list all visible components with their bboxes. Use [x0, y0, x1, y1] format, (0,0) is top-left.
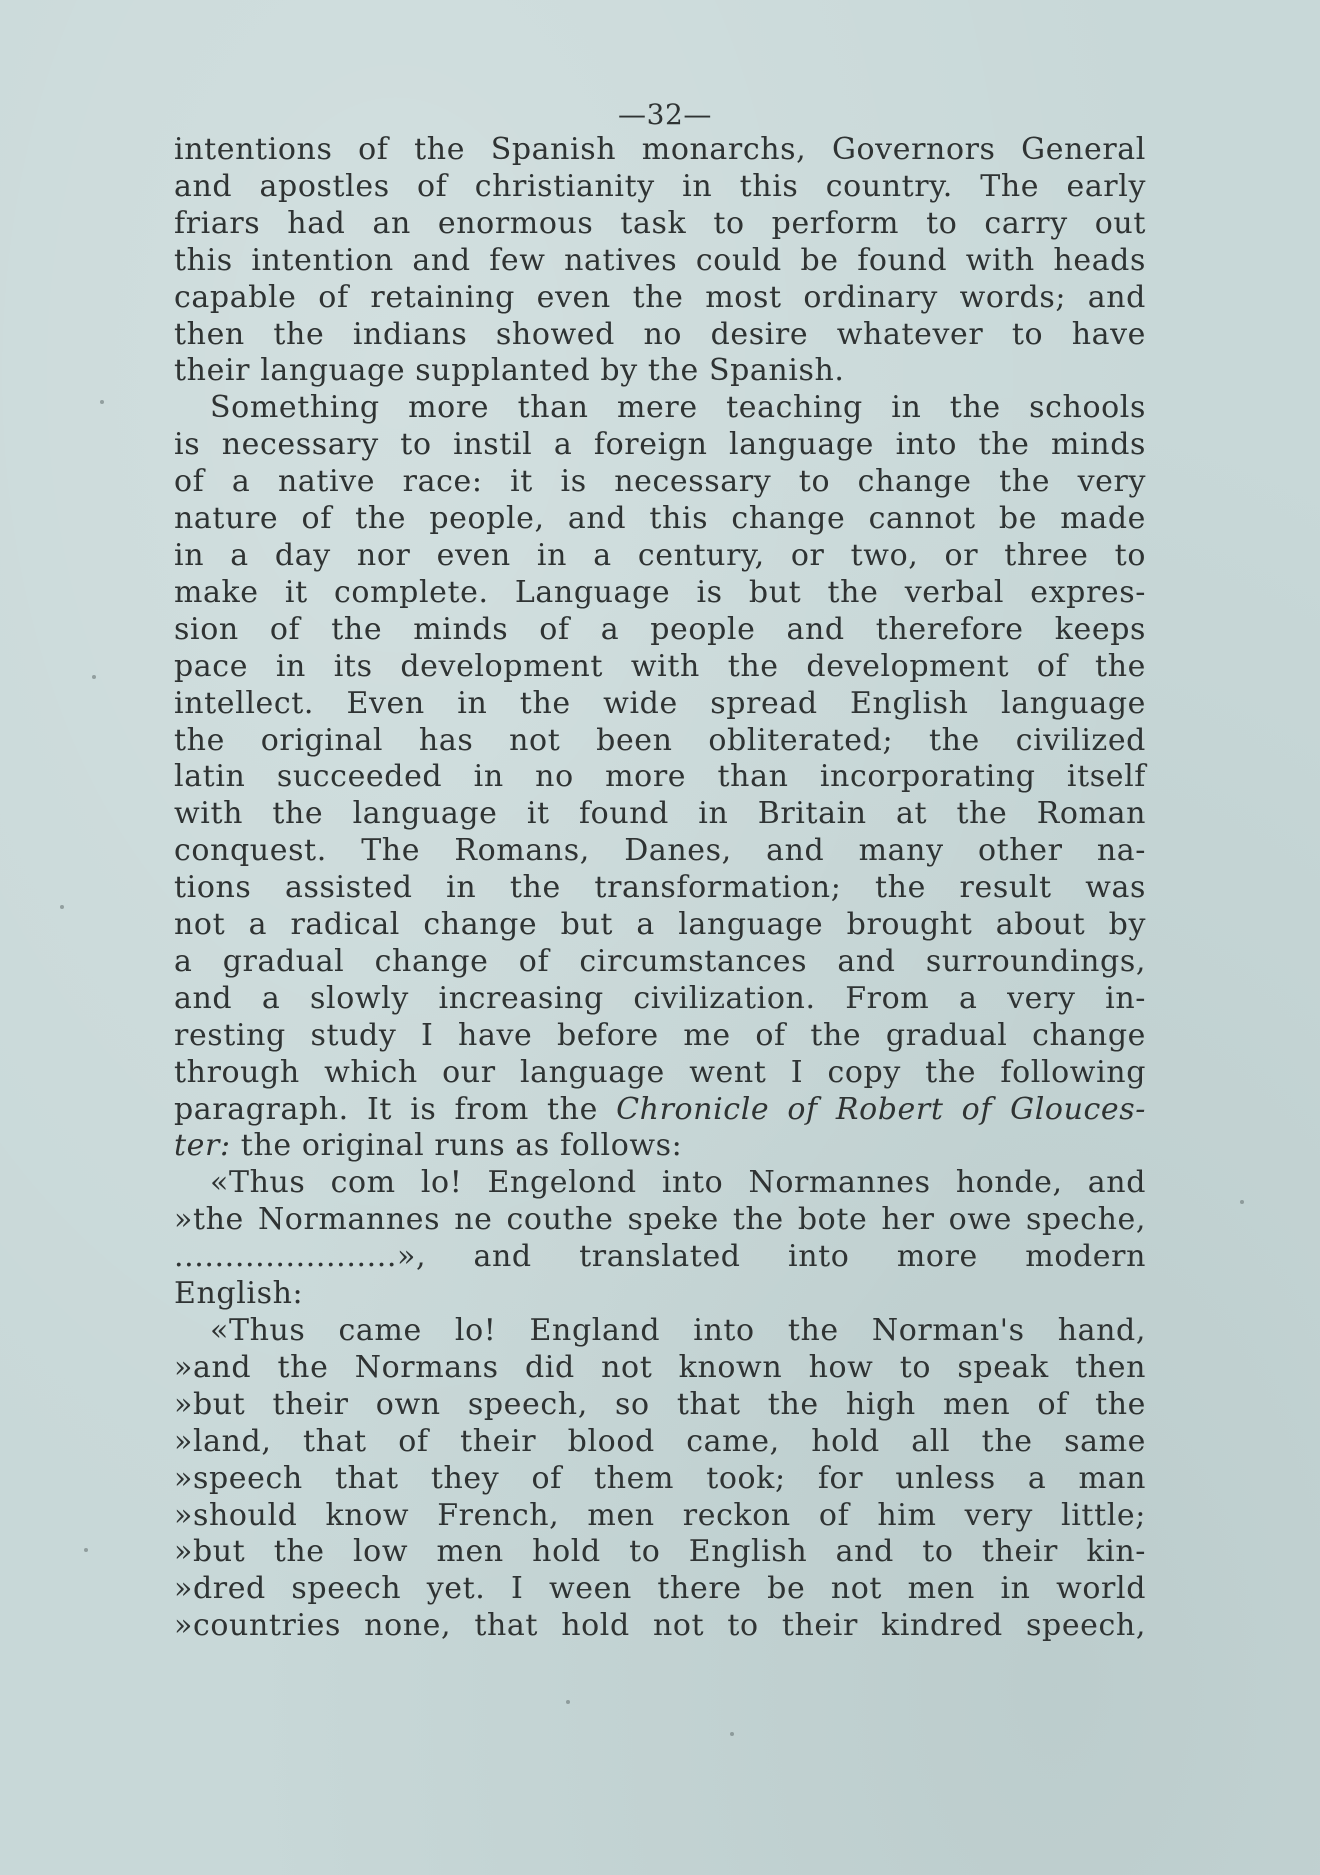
quote-line: »speech that they of them took; for unless a man	[174, 1460, 1146, 1496]
print-speck	[1240, 1200, 1244, 1204]
text-fragment: the original runs as follows:	[230, 1128, 683, 1164]
quote-line: «Thus came lo! England into the Norman's hand,	[210, 1313, 1146, 1348]
text-line: capable of retaining even the most ordinary words; and	[174, 279, 1146, 315]
quote-line: ......................», and translated into more modern	[174, 1239, 1146, 1275]
text-line: this intention and few natives could be found with heads	[174, 242, 1146, 278]
text-line: intentions of the Spanish monarchs, Governors General	[174, 132, 1146, 167]
text-line: in a day nor even in a century, or two, or three to	[174, 537, 1146, 573]
quote-line: »the Normannes ne couthe speke the bote her owe speche,	[174, 1202, 1146, 1238]
quote-line: «Thus com lo! Engelond into Normannes honde, and	[210, 1165, 1146, 1201]
text-line: sion of the minds of a people and therefore keeps	[174, 611, 1146, 647]
quote-line: »countries none, that hold not to their kindred speech,	[174, 1608, 1146, 1644]
text-line: and apostles of christianity in this country. The early	[174, 168, 1146, 204]
page-number: —32—	[617, 98, 713, 131]
text-line: a gradual change of circumstances and surroundings,	[174, 943, 1146, 979]
quotation-old-english	[174, 1165, 1146, 1313]
text-line: pace in its development with the development of the	[174, 648, 1146, 684]
text-line-with-title	[174, 1128, 1146, 1165]
text-line: not a radical change but a language brought about by	[174, 907, 1146, 943]
text-line: latin succeeded in no more than incorporating itself	[174, 759, 1146, 795]
quote-line: »land, that of their blood came, hold all the same	[174, 1423, 1146, 1459]
text-line: through which our language went I copy the following	[174, 1054, 1146, 1090]
text-line: and a slowly increasing civilization. From a very in-	[174, 980, 1146, 1016]
book-title: Chronicle of Robert of Glouces-	[616, 1091, 1146, 1127]
print-speck	[60, 905, 64, 909]
quote-line: English:	[174, 1276, 304, 1312]
quote-line: »but their own speech, so that the high men of the	[174, 1386, 1146, 1422]
text-line-with-title	[174, 1092, 1146, 1129]
paragraph-2	[174, 390, 1146, 1165]
page-text	[174, 100, 1146, 1645]
text-fragment: paragraph. It is from the	[174, 1091, 617, 1127]
text-line: make it complete. Language is but the verbal expres-	[174, 574, 1146, 610]
text-line: their language supplanted by the Spanish.	[174, 353, 845, 389]
text-line: nature of the people, and this change cannot be made	[174, 501, 1146, 537]
print-speck	[92, 675, 96, 679]
paragraph-1	[174, 132, 1146, 390]
text-line: intellect. Even in the wide spread English language	[174, 685, 1146, 721]
text-line: then the indians showed no desire whatever to have	[174, 316, 1146, 352]
text-line: of a native race: it is necessary to change the very	[174, 464, 1146, 500]
text-line: conquest. The Romans, Danes, and many other na-	[174, 833, 1146, 869]
quotation-modern-english	[174, 1313, 1146, 1645]
quote-line: »and the Normans did not known how to speak then	[174, 1349, 1146, 1385]
quote-line: »dred speech yet. I ween there be not men in world	[174, 1571, 1146, 1607]
quote-line: »should know French, men reckon of him very little;	[174, 1497, 1146, 1533]
print-speck	[100, 400, 104, 404]
text-line: tions assisted in the transformation; the result was	[174, 870, 1146, 906]
text-line: resting study I have before me of the gradual change	[174, 1017, 1146, 1053]
print-speck	[566, 1700, 570, 1704]
text-line: with the language it found in Britain at the Roman	[174, 796, 1146, 832]
text-line: friars had an enormous task to perform to carry out	[174, 205, 1146, 241]
book-title-continued: ter:	[174, 1128, 231, 1164]
print-speck	[84, 1548, 88, 1552]
text-line: is necessary to instil a foreign language into the minds	[174, 427, 1146, 463]
quote-line: »but the low men hold to English and to their kin-	[174, 1534, 1146, 1570]
text-line: the original has not been obliterated; the civilized	[174, 722, 1146, 758]
text-line: Something more than mere teaching in the schools	[210, 390, 1146, 426]
print-speck	[730, 1732, 734, 1736]
